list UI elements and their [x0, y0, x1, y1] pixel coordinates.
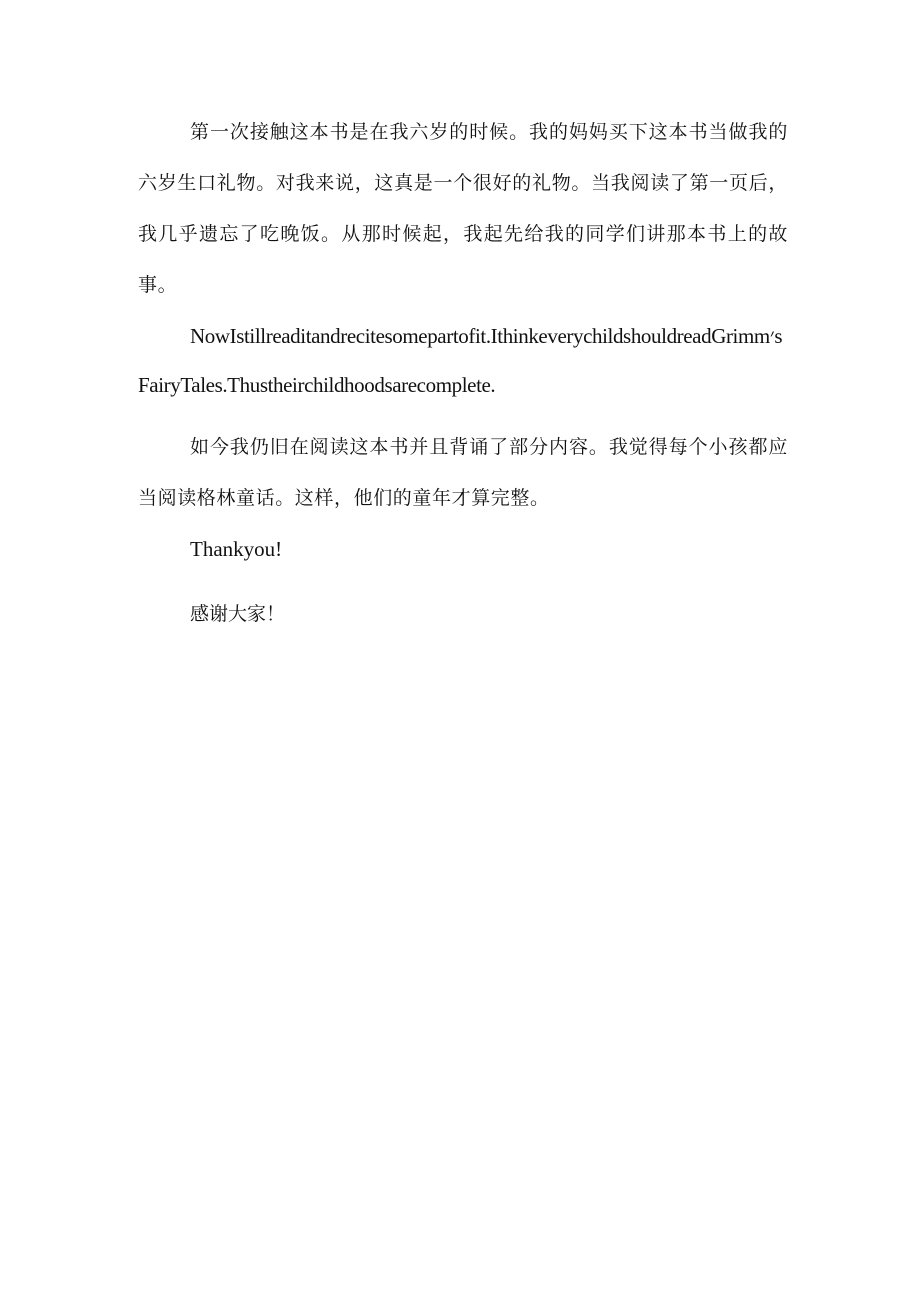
closing-english: Thankyou!	[190, 537, 283, 561]
paragraph-chinese-intro: 第一次接触这本书是在我六岁的时候。我的妈妈买下这本书当做我的六岁生口礼物。对我来说，这真是一个很好的礼物。当我阅读了第一页后，我几乎遗忘了吃晚饭。从那时候起，我起先给我的同学们讲那本书上的故事。	[138, 121, 788, 296]
paragraph-english: NowIstillreaditandrecitesomepartofit.IthinkeverychildshouldreadGrimm׳sFairyTales.Thustheirchildhoodsarecomplete.	[138, 324, 783, 397]
paragraph-chinese-translation: 如今我仍旧在阅读这本书并且背诵了部分内容。我觉得每个小孩都应当阅读格林童话。这样，他们的童年才算完整。	[138, 436, 788, 509]
closing-chinese: 感谢大家！	[190, 603, 286, 625]
